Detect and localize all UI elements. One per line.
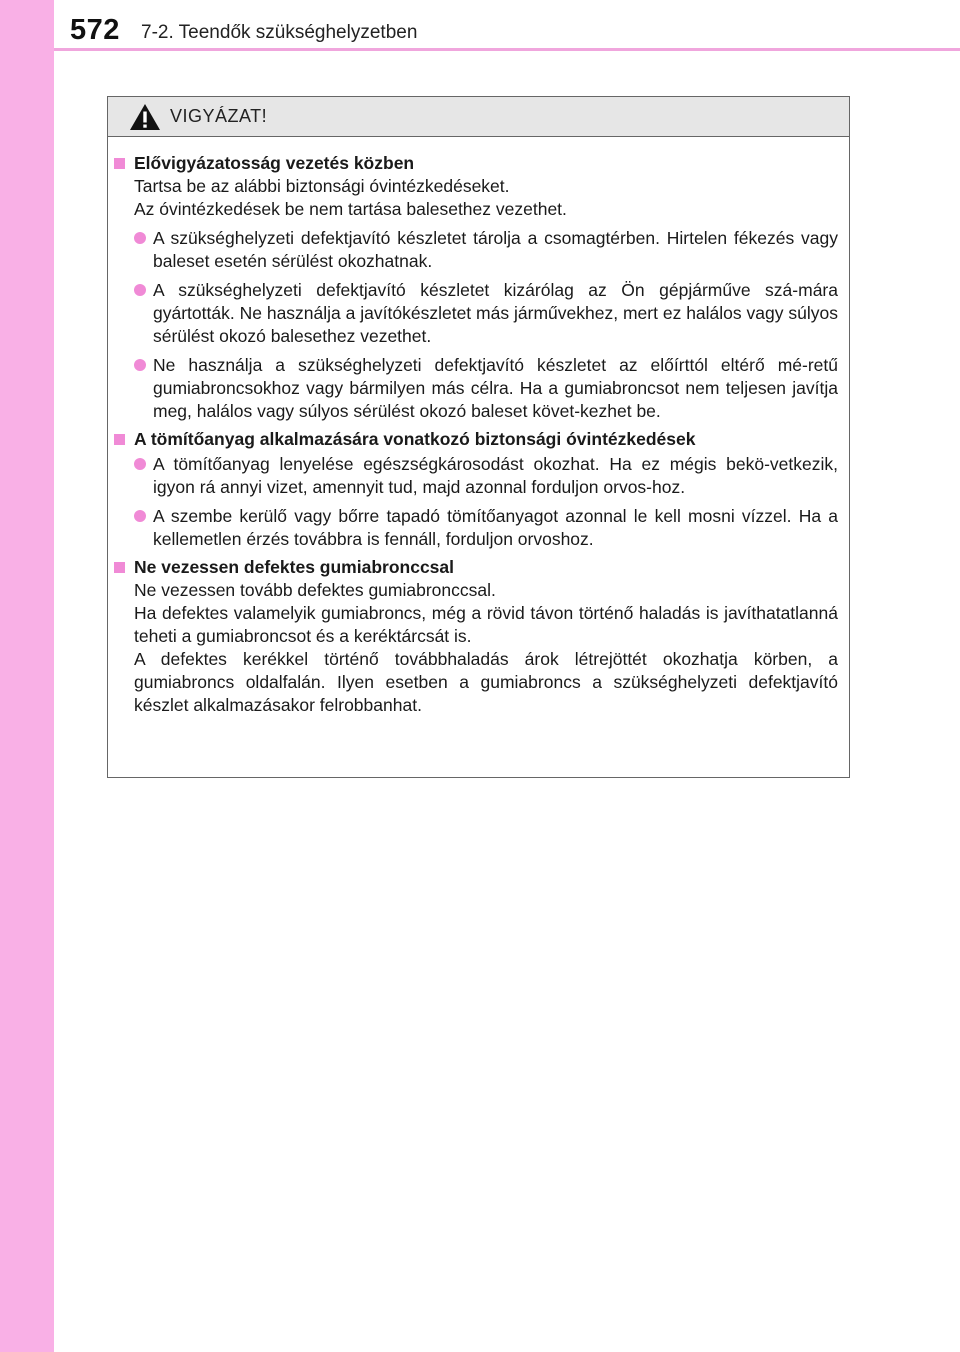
bullet-item [134, 279, 838, 348]
section-heading [108, 556, 838, 579]
bullet-item [134, 354, 838, 423]
section-heading [108, 152, 838, 175]
paragraph: A defektes kerékkel történő továbbhaladás árok létrejöttét okozhatja körben, a gumiabroncs oldalfalán. Ilyen esetben a gumiabroncs a szükséghelyzeti defektjavító készlet alkalmazásakor felrobbanhat. [134, 649, 838, 715]
section-heading [108, 428, 838, 451]
bullet-item [134, 453, 838, 499]
side-color-band [0, 0, 54, 1352]
square-bullet-icon [114, 434, 125, 445]
section-heading-text: A tömítőanyag alkalmazására vonatkozó biztonsági óvintézkedések [134, 429, 696, 449]
bullet-text: Ne használja a szükséghelyzeti defektjavító készletet az előírttól eltérő mé-retű gumiabroncsokhoz vagy bármilyen más célra. Ha a gumiabroncsot nem teljesen javítja meg, halálos vagy súlyos sérülést okozó baleset követ-kezhet be. [153, 355, 838, 421]
warning-section-driving [108, 152, 838, 423]
circle-bullet-icon [134, 284, 146, 296]
circle-bullet-icon [134, 458, 146, 470]
bullet-item [134, 227, 838, 273]
circle-bullet-icon [134, 510, 146, 522]
warning-title: VIGYÁZAT! [170, 106, 268, 126]
warning-header [108, 97, 849, 137]
warning-triangle-icon [129, 103, 161, 131]
square-bullet-icon [114, 562, 125, 573]
header-rule [54, 48, 960, 51]
circle-bullet-icon [134, 232, 146, 244]
section-title: 7-2. Teendők szükséghelyzetben [141, 22, 418, 43]
paragraph: Ne vezessen tovább defektes gumiabronccsal. [134, 580, 496, 600]
paragraph: Ha defektes valamelyik gumiabroncs, még a rövid távon történő haladás is javíthatatlanná teheti a gumiabroncsot és a keréktárcsát is. [134, 603, 838, 646]
bullet-text: A szükséghelyzeti defektjavító készletet tárolja a csomagtérben. Hirtelen fékezés vagy baleset esetén sérülést okozhatnak. [153, 228, 838, 271]
section-heading-text: Ne vezessen defektes gumiabronccsal [134, 557, 455, 577]
bullet-text: A szembe kerülő vagy bőrre tapadó tömítőanyagot azonnal le kell mosni vízzel. Ha a kellemetlen érzés továbbra is fennáll, forduljon orvoshoz. [153, 506, 838, 549]
paragraph: Tartsa be az alábbi biztonsági óvintézkedéseket. [134, 176, 510, 196]
paragraph: Az óvintézkedések be nem tartása balesethez vezethet. [134, 199, 567, 219]
warning-section-sealant [108, 428, 838, 551]
warning-body [108, 137, 849, 717]
bullet-text: A szükséghelyzeti defektjavító készletet kizárólag az Ön gépjárműve szá-mára gyártották. Ne használja a javítókészletet más járművekhez, mert ez halálos vagy súlyos sérülést okozó balesethez vezethet. [153, 280, 838, 346]
warning-section-flat-tire [108, 556, 838, 717]
square-bullet-icon [114, 158, 125, 169]
bullet-item [134, 505, 838, 551]
section-heading-text: Elővigyázatosság vezetés közben [134, 153, 415, 173]
bullet-text: A tömítőanyag lenyelése egészségkárosodást okozhat. Ha ez mégis bekö-vetkezik, igyon rá annyi vizet, amennyit tud, majd azonnal forduljon orvos-hoz. [153, 454, 838, 497]
warning-box [107, 96, 850, 778]
circle-bullet-icon [134, 359, 146, 371]
page-number: 572 [70, 14, 120, 46]
